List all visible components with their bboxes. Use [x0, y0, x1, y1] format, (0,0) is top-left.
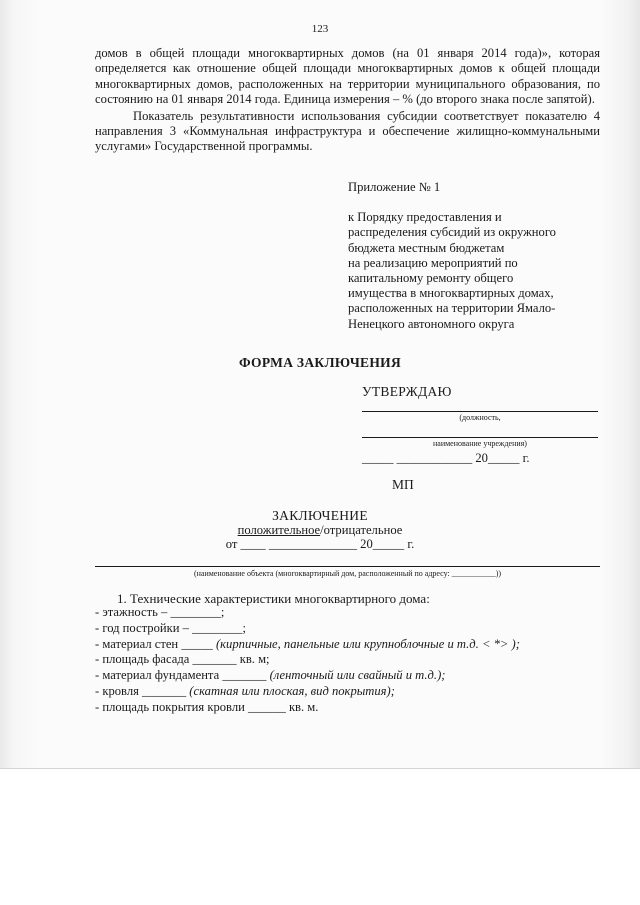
appendix-line: на реализацию мероприятий по — [348, 255, 518, 270]
conclusion-title: ЗАКЛЮЧЕНИЕ — [272, 508, 368, 523]
list-item: - год постройки – ________; — [95, 620, 246, 635]
position-line — [362, 411, 598, 412]
object-caption: (наименование объекта (многоквартирный дом, расположенный по адресу: ___________)) — [193, 569, 502, 578]
intro-text: домов в общей площади многоквартирных домов (на 01 января 2014 года)», которая определяется как отношение общей площади многоквартирных домов к общей площади многоквартирных домов, расположенных на территории муниципального образования, по состоянию на 01 января 2014 года. Единица измерения – % (до второго знака после запятой). — [95, 46, 600, 107]
characteristics-list — [95, 605, 615, 716]
positive-option: положительное — [237, 523, 321, 537]
list-item: - площадь фасада _______ кв. м; — [95, 652, 270, 667]
institution-line — [362, 437, 598, 438]
list-item: - этажность – ________; — [95, 605, 225, 619]
list-item: - площадь покрытия кровли ______ кв. м. — [95, 699, 319, 714]
approval-date: _____ ____________ 20_____ г. — [362, 451, 530, 465]
seal-label: МП — [392, 477, 414, 492]
intro-paragraph — [95, 46, 600, 155]
option-separator: / — [320, 523, 324, 537]
approval-heading: УТВЕРЖДАЮ — [362, 384, 452, 399]
institution-caption: наименование учреждения) — [433, 439, 527, 448]
section-title: 1. Технические характеристики многоквартирного дома: — [117, 591, 430, 606]
appendix-line: расположенных на территории Ямало- — [348, 301, 556, 316]
list-item: - материал фундамента _______ (ленточный или свайный и т.д.); — [95, 668, 446, 683]
position-caption: (должность, — [459, 413, 501, 422]
object-line — [95, 566, 600, 567]
negative-option: отрицательное — [323, 523, 403, 537]
list-item: - кровля _______ (скатная или плоская, вид покрытия); — [95, 683, 395, 698]
appendix-block — [348, 180, 598, 332]
appendix-line: к Порядку предоставления и — [348, 210, 502, 225]
appendix-line: капитальному ремонту общего — [348, 271, 514, 286]
form-title: ФОРМА ЗАКЛЮЧЕНИЯ — [239, 355, 401, 370]
appendix-line: Ненецкого автономного округа — [348, 316, 515, 331]
appendix-line: имущества в многоквартирных домах, — [348, 286, 554, 301]
appendix-line: бюджета местным бюджетам — [348, 240, 505, 255]
appendix-line: распределения субсидий из окружного — [348, 225, 556, 240]
list-item: - материал стен _____ (кирпичные, панельные или крупноблочные и т.д. < *> ); — [95, 636, 520, 651]
conclusion-kind — [0, 523, 640, 538]
conclusion-date: от ____ ______________ 20_____ г. — [225, 537, 415, 551]
indicator-text: Показатель результативности использования субсидии соответствует показателю 4 направления 3 «Коммунальная инфраструктура и обеспечение жилищно-коммунальными услугами» Государственной программы. — [95, 108, 600, 154]
appendix-title: Приложение № 1 — [348, 180, 441, 194]
page-number: 123 — [311, 23, 329, 35]
